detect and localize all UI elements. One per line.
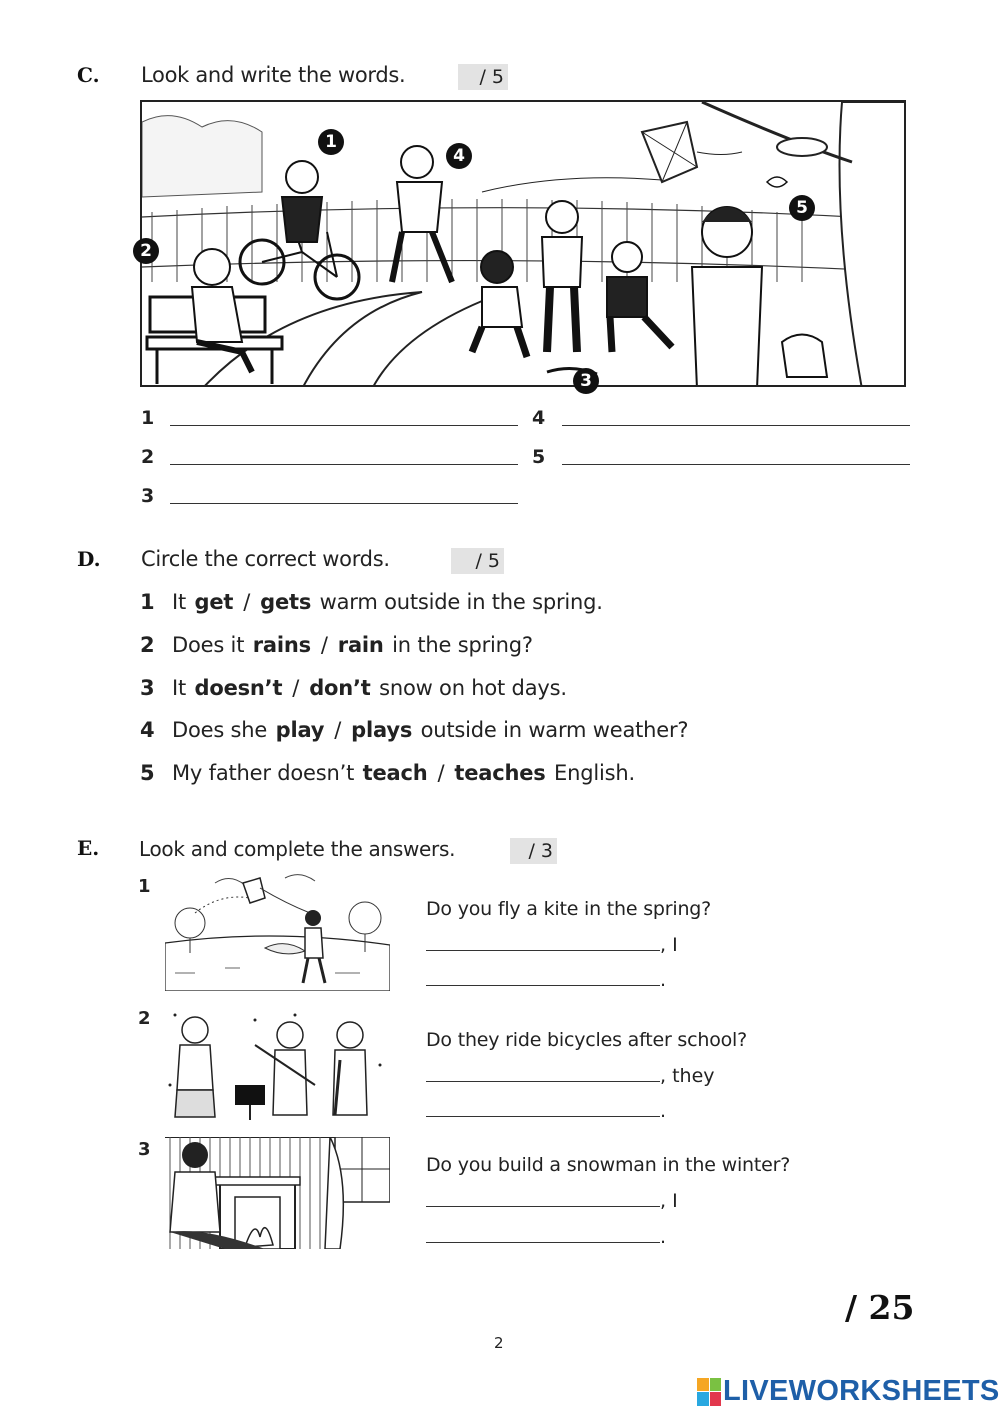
slash: /: [320, 633, 328, 657]
page-number: 2: [494, 1334, 504, 1352]
brand-name: LIVEWORKSHEETS: [723, 1375, 1000, 1407]
circle-item-5: [140, 761, 635, 785]
option-teaches[interactable]: teaches: [454, 761, 546, 785]
option-get[interactable]: get: [194, 590, 234, 614]
item-text-before: My father doesn’t: [172, 761, 355, 785]
music-picture: [165, 1005, 390, 1122]
answer-subject: , they: [660, 1065, 715, 1087]
section-e-title: Look and complete the answers.: [139, 837, 456, 861]
option-rain[interactable]: rain: [337, 633, 384, 657]
line-number-5: 5: [532, 446, 546, 468]
answer-blank-2b[interactable]: [426, 1098, 660, 1117]
section-c-title: Look and write the words.: [141, 63, 406, 87]
item-text-after: English.: [554, 761, 635, 785]
answer-line-3[interactable]: [170, 503, 518, 504]
e-item-number-1: 1: [138, 876, 151, 897]
circle-item-4: [140, 718, 688, 742]
item-text-after: in the spring?: [392, 633, 533, 657]
slash: /: [334, 718, 342, 742]
answer-subject: , I: [660, 1190, 678, 1212]
answer-period: .: [660, 969, 667, 991]
brand-mark-icon: [697, 1378, 721, 1406]
answer-subject: , I: [660, 934, 678, 956]
park-illustration: [140, 100, 906, 387]
answer-period: .: [660, 1100, 667, 1122]
slash: /: [437, 761, 445, 785]
section-d-title: Circle the correct words.: [141, 547, 390, 571]
line-number-2: 2: [141, 446, 155, 468]
item-number: 5: [140, 761, 155, 785]
option-plays[interactable]: plays: [351, 718, 413, 742]
picture-marker-2: 2: [133, 238, 159, 264]
answer-line-5[interactable]: [562, 464, 910, 465]
e-question-2: Do they ride bicycles after school?: [426, 1029, 748, 1051]
answer-blank-2a[interactable]: [426, 1063, 660, 1082]
item-text-before: It: [172, 590, 187, 614]
option-doesnt[interactable]: doesn’t: [194, 676, 283, 700]
e-question-3: Do you build a snowman in the winter?: [426, 1154, 791, 1176]
item-number: 1: [140, 590, 155, 614]
section-e-letter: E.: [77, 836, 100, 860]
item-text-before: It: [172, 676, 187, 700]
item-text-before: Does it: [172, 633, 245, 657]
section-d-letter: D.: [77, 547, 101, 571]
option-rains[interactable]: rains: [252, 633, 311, 657]
slash: /: [292, 676, 300, 700]
e-answer-row-3b: [426, 1224, 666, 1248]
answer-line-2[interactable]: [170, 464, 518, 465]
picture-marker-5: 5: [789, 195, 815, 221]
answer-blank-1b[interactable]: [426, 967, 660, 986]
e-answer-row-3a: [426, 1188, 678, 1212]
item-text-after: warm outside in the spring.: [319, 590, 603, 614]
kite-picture: [165, 873, 390, 991]
answer-period: .: [660, 1226, 667, 1248]
circle-item-1: [140, 590, 603, 614]
fireplace-picture: [165, 1137, 390, 1249]
section-c-letter: C.: [77, 63, 100, 87]
answer-blank-3b[interactable]: [426, 1224, 660, 1243]
section-e-score: / 3: [510, 838, 557, 864]
line-number-3: 3: [141, 485, 155, 507]
park-scene: [142, 102, 906, 387]
e-answer-row-2a: [426, 1063, 715, 1087]
option-dont[interactable]: don’t: [309, 676, 371, 700]
e-answer-row-2b: [426, 1098, 666, 1122]
total-score: / 25: [845, 1288, 915, 1327]
e-question-1: Do you fly a kite in the spring?: [426, 898, 712, 920]
answer-blank-3a[interactable]: [426, 1188, 660, 1207]
e-answer-row-1b: [426, 967, 666, 991]
line-number-4: 4: [532, 407, 546, 429]
slash: /: [243, 590, 251, 614]
answer-blank-1a[interactable]: [426, 932, 660, 951]
line-number-1: 1: [141, 407, 155, 429]
section-d-score: / 5: [451, 548, 504, 574]
picture-marker-3: 3: [573, 368, 599, 394]
answer-line-1[interactable]: [170, 425, 518, 426]
liveworksheets-logo: [697, 1375, 1000, 1408]
item-text-before: Does she: [172, 718, 268, 742]
item-number: 2: [140, 633, 155, 657]
item-text-after: outside in warm weather?: [420, 718, 689, 742]
item-text-after: snow on hot days.: [379, 676, 567, 700]
circle-item-2: [140, 633, 533, 657]
picture-marker-1: 1: [318, 129, 344, 155]
circle-item-3: [140, 676, 567, 700]
e-item-number-3: 3: [138, 1139, 151, 1160]
option-gets[interactable]: gets: [260, 590, 312, 614]
e-answer-row-1a: [426, 932, 678, 956]
section-c-score: / 5: [458, 64, 508, 90]
picture-marker-4: 4: [446, 143, 472, 169]
option-play[interactable]: play: [275, 718, 325, 742]
answer-line-4[interactable]: [562, 425, 910, 426]
item-number: 3: [140, 676, 155, 700]
option-teach[interactable]: teach: [362, 761, 428, 785]
e-item-number-2: 2: [138, 1008, 151, 1029]
item-number: 4: [140, 718, 155, 742]
